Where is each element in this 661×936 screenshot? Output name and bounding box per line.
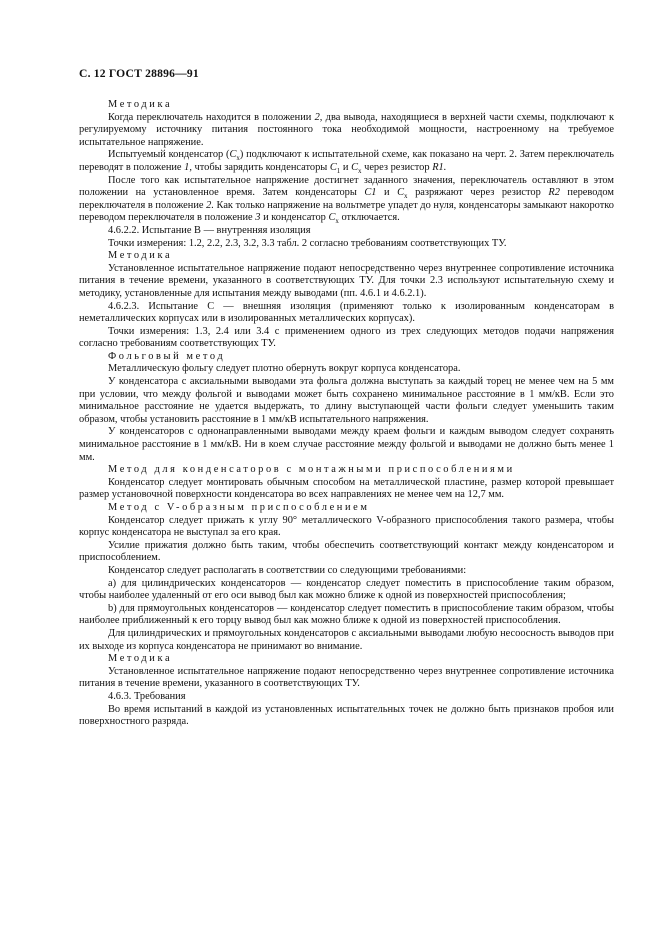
paragraph: У конденсаторов с однонаправленными выводами между краем фольги и каждым выводом следует сохранять минимальное расстояние в 1 мм/кВ. Ни в коем случае расстояние между фольгой и выводами не должно быть менее 1 мм.: [79, 426, 614, 463]
paragraph: 4.6.2.2. Испытание В — внутренняя изоляция: [108, 224, 311, 236]
paragraph: 4.6.3. Требования: [108, 690, 186, 702]
paragraph: После того как испытательное напряжение достигнет заданного значения, переключатель оставляют в этом положении на установленное время. Затем конденсаторы C1 и $C_x$ разряжают через резистор R2 переводом переключателя в положение 2. Как только напряжение на вольтметре упадет до нуля, конденсаторы замыкают накоротко переводом переключателя в положение 3 и конденсатор $C_x$ отключается.: [79, 174, 614, 226]
paragraph: У конденсатора с аксиальными выводами эта фольга должна выступать за каждый торец не менее чем на 5 мм при условии, что между фольгой и выводами может быть сохранено минимальное расстояние в 1 мм/кВ. Если это минимальное расстояние не удается выдержать, то длину выступающей части фольги следует уменьшить таким образом, чтобы установить расстояние в 1 мм/кВ испытательного напряжения.: [79, 376, 614, 425]
paragraph: а) для цилиндрических конденсаторов — конденсатор следует поместить в приспособление таким образом, чтобы наиболее удаленный от его оси вывод был как можно ближе к одной из поверхностей приспособления;: [79, 577, 614, 602]
paragraph: Во время испытаний в каждой из установленных испытательных точек не должно быть признаков пробоя или поверхностного разряда.: [79, 703, 614, 728]
paragraph: Конденсатор следует прижать к углу 90° металлического V-образного приспособления такого размера, чтобы корпус конденсатора не выступал за его края.: [79, 514, 614, 539]
section-heading: Метод с V-образным приспособлением: [108, 502, 370, 513]
paragraph: Конденсатор следует монтировать обычным способом на металлической пластине, размер которой превышает размер установочной поверхности конденсатора во всех направлениях не менее чем на 12,7 мм.: [79, 476, 614, 501]
section-heading: Методика: [108, 250, 173, 262]
section-heading: Методика: [108, 653, 173, 665]
paragraph: Металлическую фольгу следует плотно обернуть вокруг корпуса конденсатора.: [108, 363, 461, 375]
paragraph: Испытуемый конденсатор $(С_x)$ подключают к испытательной схеме, как показано на черт. 2. Затем переключатель переводят в положение 1, чтобы зарядить конденсаторы $C_1$ и $C_x$ через резистор R1.: [79, 149, 614, 176]
paragraph: Конденсатор следует располагать в соответствии со следующими требованиями:: [108, 564, 467, 576]
paragraph: Усилие прижатия должно быть таким, чтобы обеспечить соответствующий контакт между конденсатором и приспособлением.: [79, 539, 614, 564]
paragraph: Когда переключатель находится в положении 2, два вывода, находящиеся в верхней части схемы, подключают к регулируемому источнику питания постоянного тока необходимой мощности, настроенному на требуемое испытательное напряжение.: [79, 111, 615, 148]
section-heading: Метод для конденсаторов с монтажными приспособлениями: [108, 464, 515, 476]
section-heading: Фольговый метод: [108, 350, 226, 362]
paragraph: Для цилиндрических и прямоугольных конденсаторов с аксиальными выводами любую несоосность выводов при их выходе из корпуса конденсатора не принимают во внимание.: [79, 627, 614, 652]
paragraph: Точки измерения: 1.3, 2.4 или 3.4 с применением одного из трех следующих методов подачи напряжения согласно требованиям соответствующих ТУ.: [79, 325, 614, 350]
section-heading: Методика: [108, 99, 173, 110]
paragraph: Установленное испытательное напряжение подают непосредственно через внутреннее сопротивление источника питания в течение времени, указанного в соответствующих ТУ.: [79, 665, 614, 690]
paragraph: 4.6.2.3. Испытание С — внешняя изоляция (применяют только к изолированным конденсаторам в неметаллических корпусах или в изолированных металлических корпусах).: [79, 300, 614, 325]
document-body: [79, 99, 614, 729]
paragraph: Установленное испытательное напряжение подают непосредственно через внутреннее сопротивление источника питания в течение времени, указанного в соответствующих ТУ. Для точки 2.3 используют испытательную схему и методику, установленные для испытания между выводами (пп. 4.6.1 и 4.6.2.1).: [79, 262, 614, 299]
paragraph: Точки измерения: 1.2, 2.2, 2.3, 3.2, 3.3 табл. 2 согласно требованиям соответствующих ТУ.: [108, 237, 507, 249]
paragraph: b) для прямоугольных конденсаторов — конденсатор следует поместить в приспособление таким образом, чтобы наиболее приближенный к его торцу вывод был как можно ближе к одной из поверхностей приспособления.: [79, 602, 614, 627]
page-header: С. 12 ГОСТ 28896—91: [79, 67, 199, 80]
